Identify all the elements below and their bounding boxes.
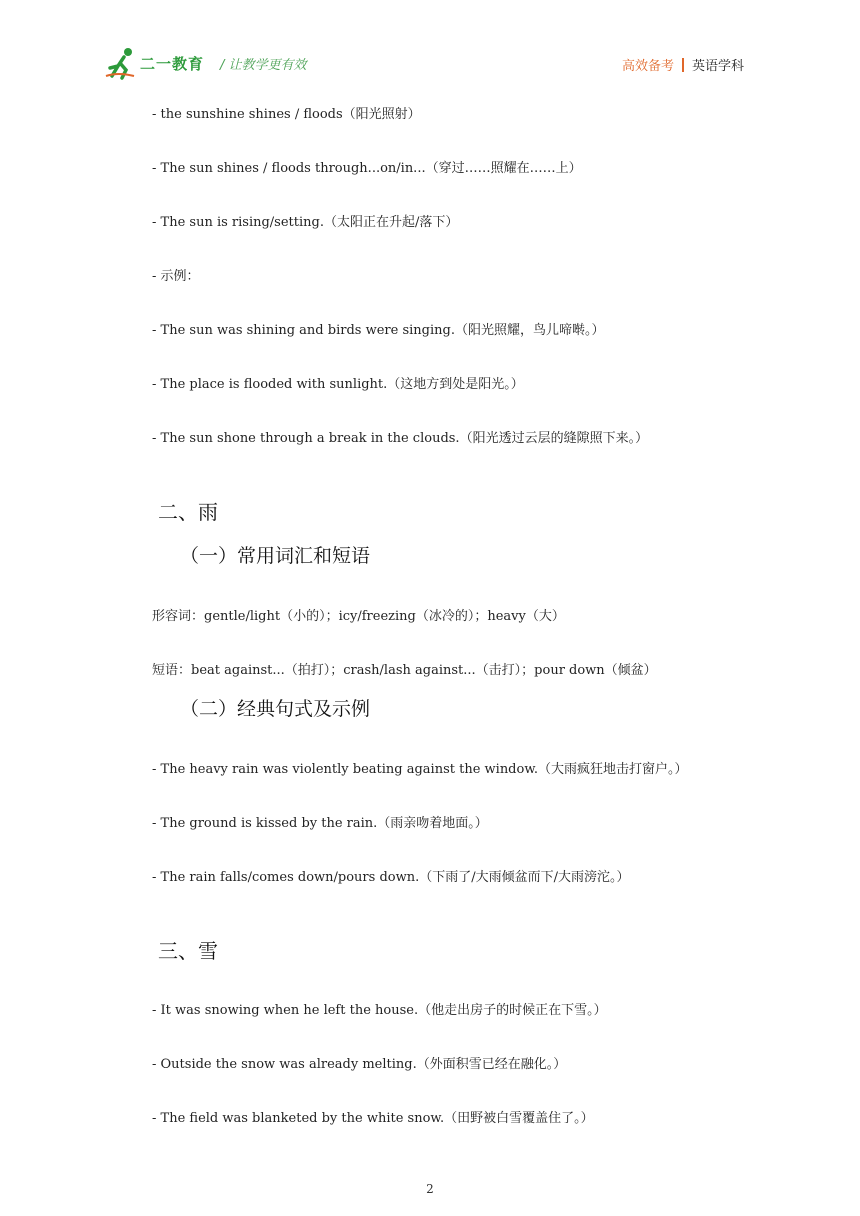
header-exam-label: 高效备考 (621, 59, 674, 74)
header-right (622, 55, 744, 74)
logo-text: 二一教育 (140, 55, 205, 73)
rain-example-2: - The ground is kissed by the rain.（雨亲吻着地面。） (152, 816, 488, 831)
header-subject-label: 英语学科 (691, 59, 744, 74)
rain-subheading-sentences: （二）经典句式及示例 (180, 698, 371, 720)
sun-example-1: - The sun was shining and birds were singing.（阳光照耀，鸟儿啼啭。） (152, 323, 605, 338)
section-rain-title: 二、雨 (158, 500, 218, 524)
sun-example-3: - The sun shone through a break in the clouds.（阳光透过云层的缝隙照下来。） (152, 431, 649, 446)
sun-example-label: - 示例： (152, 269, 200, 284)
runner-logo-icon (104, 46, 140, 80)
logo (104, 46, 224, 80)
rain-adjectives: 形容词：gentle/light（小的）；icy/freezing（冰冷的）；heavy（大） (152, 609, 565, 624)
snow-example-1: - It was snowing when he left the house.（他走出房子的时候正在下雪。） (152, 1003, 607, 1018)
header-slogan: / 让教学更有效 (220, 58, 307, 73)
rain-example-3: - The rain falls/comes down/pours down.（下雨了/大雨倾盆而下/大雨滂沱。） (152, 870, 630, 885)
sun-example-2: - The place is flooded with sunlight.（这地方到处是阳光。） (152, 377, 524, 392)
sun-line-2: - The sun shines / floods through...on/in...（穿过……照耀在……上） (152, 161, 582, 176)
snow-example-3: - The field was blanketed by the white snow.（田野被白雪覆盖住了。） (152, 1111, 594, 1126)
section-snow-title: 三、雪 (158, 939, 218, 963)
snow-example-2: - Outside the snow was already melting.（外面积雪已经在融化。） (152, 1057, 567, 1072)
sun-line-1: - the sunshine shines / floods（阳光照射） (152, 107, 421, 122)
page-header (0, 0, 860, 90)
sun-line-3: - The sun is rising/setting.（太阳正在升起/落下） (152, 215, 459, 230)
page-number: 2 (426, 1182, 434, 1196)
rain-subheading-vocab: （一）常用词汇和短语 (180, 545, 371, 567)
rain-phrases: 短语：beat against...（拍打）；crash/lash against...（击打）；pour down（倾盆） (152, 663, 657, 678)
rain-example-1: - The heavy rain was violently beating against the window.（大雨疯狂地击打窗户。） (152, 762, 688, 777)
header-divider (682, 58, 684, 72)
